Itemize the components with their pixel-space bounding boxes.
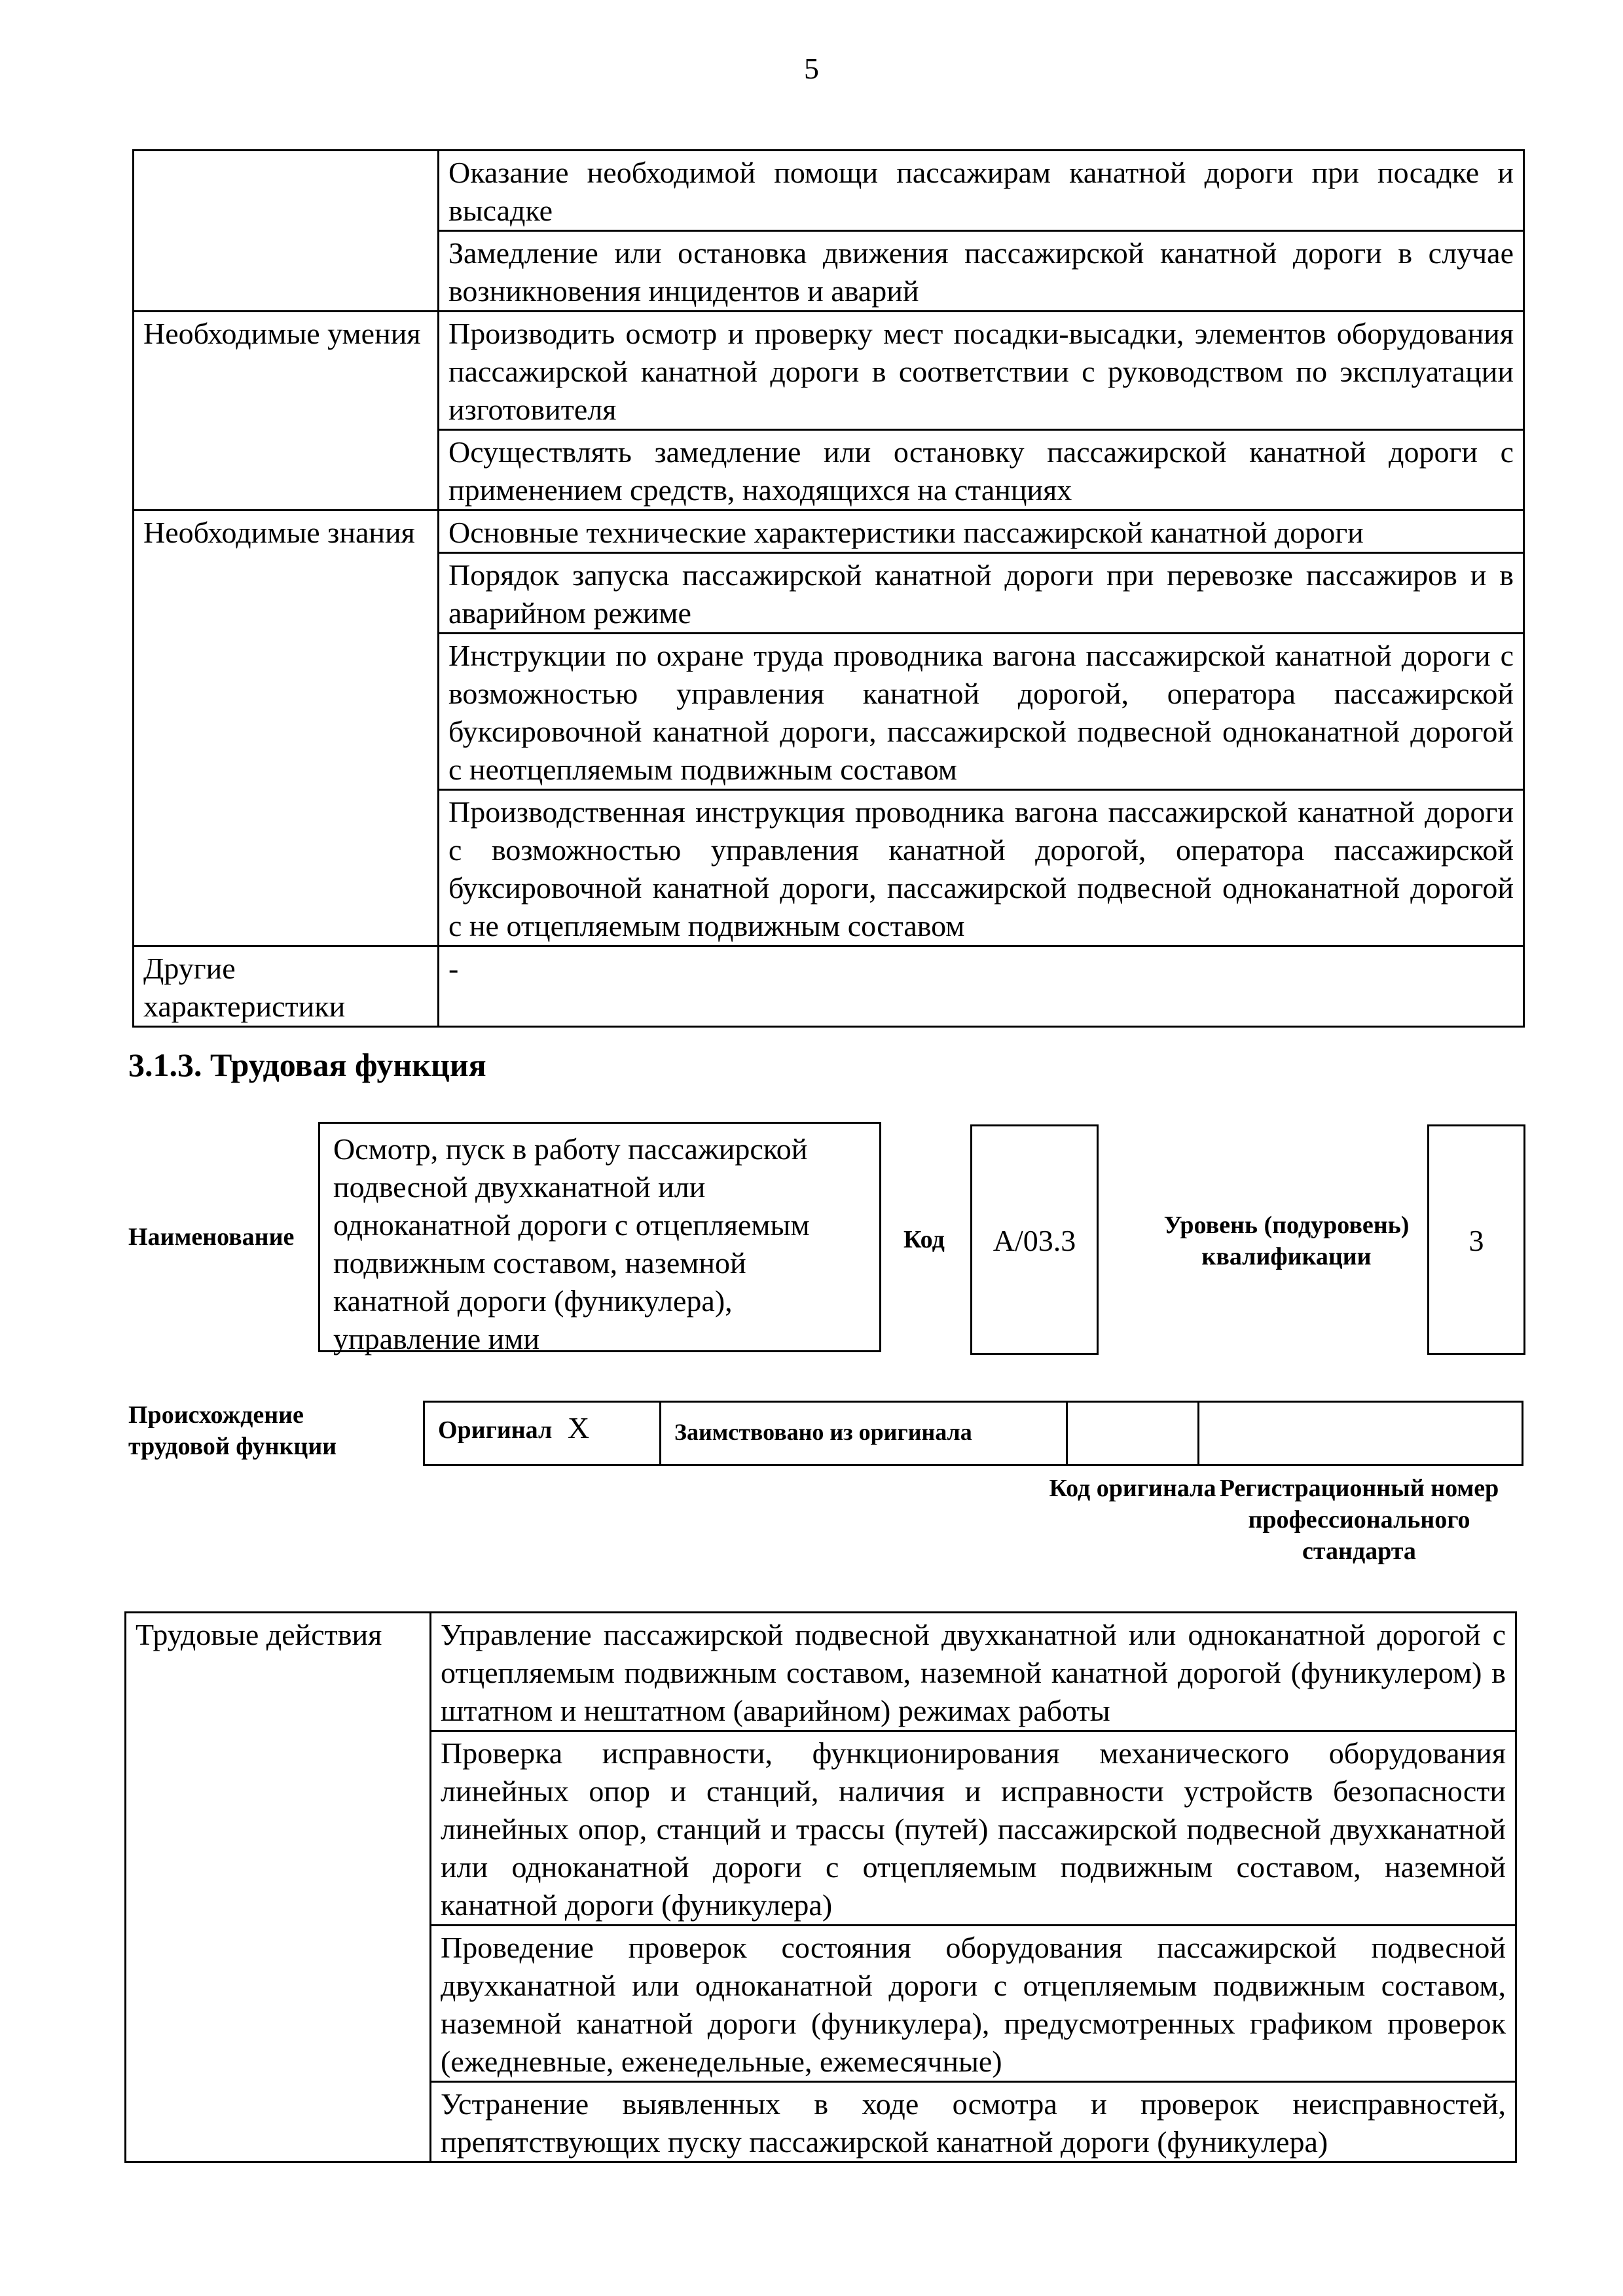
function-name: Осмотр, пуск в работу пассажирской подвесной двухканатной или одноканатной дороги с отцепляемым подвижным составом, наземной канатной дороги (фуникулера), управление ими [333,1132,810,1355]
table-cell: Проведение проверок состояния оборудования пассажирской подвесной двухканатной или одноканатной дороги с отцепляемым подвижным составом, наземной канатной дороги (фуникулера), предусмотренных графиком проверок (ежедневные, еженедельные, ежемесячные) [431,1926,1516,2082]
labor-actions-table [124,1611,1517,2163]
table-cell: Оказание необходимой помощи пассажирам канатной дороги при посадке и высадке [439,151,1524,231]
table-cell: Проверка исправности, функционирования механического оборудования линейных опор и станций, наличия и исправности устройств безопасности линейных опор, станций и трассы (путей) пассажирской подвесной двухканатной или одноканатной дороги с отцепляемым подвижным составом, наземной канатной дороги (фуникулера) [431,1731,1516,1926]
reg-caption: Регистрационный номер профессионального стандарта [1219,1475,1499,1565]
section-title: 3.1.3. Трудовая функция [128,1047,486,1083]
page-number: 5 [804,52,819,85]
code-label: Код [903,1226,945,1253]
table-cell: - [439,946,1524,1027]
table-cell: Замедление или остановка движения пассажирской канатной дороги в случае возникновения инцидентов и аварий [439,231,1524,312]
level-label: Уровень (подуровень) квалификации [1163,1211,1410,1270]
table-row [134,151,1524,231]
reg-number-cell [1197,1401,1523,1466]
table-cell: Производственная инструкция проводника вагона пассажирской канатной дороги с возможностью управления канатной дорогой, оператора пассажирской буксировочной канатной дороги, пассажирской подвесной одноканатной дорогой с не отцепляемым подвижным составом [439,790,1524,946]
table-cell: Производить осмотр и проверку мест посадки-высадки, элементов оборудования пассажирской канатной дороги в соответствии с руководством по эксплуатации изготовителя [439,312,1524,430]
table-cell: Инструкции по охране труда проводника вагона пассажирской канатной дороги с возможностью управления канатной дорогой, оператора пассажирской буксировочной канатной дороги, пассажирской подвесной одноканатной дорогой с неотцепляемым подвижным составом [439,634,1524,790]
borrowed-label: Заимствовано из оригинала [674,1419,972,1445]
table-cell: Управление пассажирской подвесной двухканатной или одноканатной дорогой с отцепляемым подвижным составом, наземной канатной дорогой (фуникулером) в штатном и нештатном (аварийном) режимах работы [431,1613,1516,1731]
original-cell [423,1401,661,1466]
row-label-skills: Необходимые умения [134,312,439,511]
row-label-knowledge: Необходимые знания [134,511,439,946]
name-label: Наименование [128,1223,295,1251]
table-row [134,946,1524,1027]
level-box [1427,1124,1525,1355]
skills-knowledge-table [132,149,1525,1028]
original-mark: X [568,1411,590,1444]
table-cell: Устранение выявленных в ходе осмотра и проверок неисправностей, препятствующих пуску пассажирской канатной дороги (фуникулера) [431,2082,1516,2162]
table-row [134,312,1524,430]
row-label-other: Другие характеристики [134,946,439,1027]
borrowed-cell [659,1401,1068,1466]
original-code-cell [1066,1401,1199,1466]
table-cell: Порядок запуска пассажирской канатной дороги при перевозке пассажиров и в аварийном режиме [439,553,1524,634]
row-label-actions: Трудовые действия [126,1613,431,2162]
code-caption: Код оригинала [1049,1475,1216,1502]
original-label: Оригинал [438,1416,553,1444]
table-row [134,511,1524,553]
level-value: 3 [1468,1224,1484,1257]
table-cell: Осуществлять замедление или остановку пассажирской канатной дороги с применением средств, находящихся на станциях [439,430,1524,511]
table-row [126,1613,1516,1731]
name-box [318,1122,881,1355]
code-value: А/03.3 [993,1224,1076,1257]
row-label-empty [134,151,439,312]
origin-label: Происхождение трудовой функции [128,1401,337,1460]
code-box [970,1124,1099,1355]
table-cell: Основные технические характеристики пассажирской канатной дороги [439,511,1524,553]
